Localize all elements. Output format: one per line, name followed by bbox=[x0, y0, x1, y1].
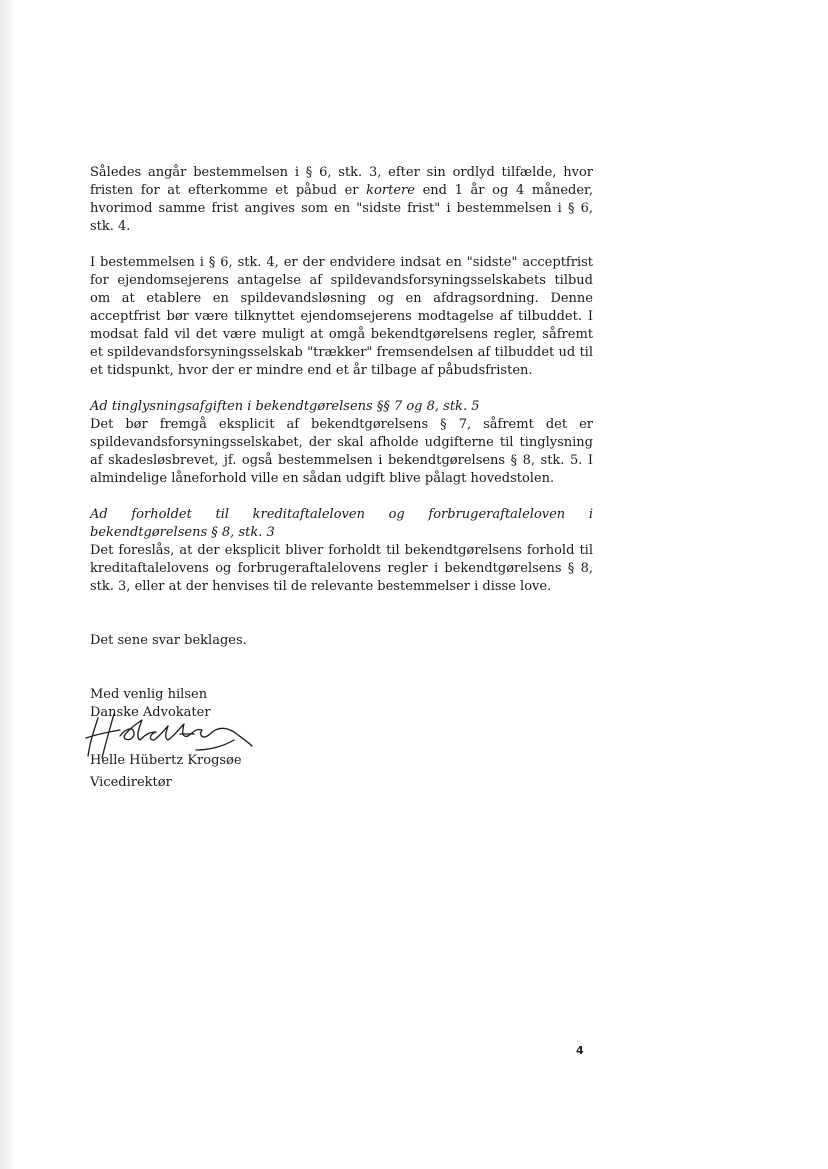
signer-name: Helle Hübertz Krogsøe bbox=[90, 753, 242, 768]
closing-greeting: Med venlig hilsen bbox=[90, 687, 208, 702]
paragraph-registration-fee: Det bør fremgå eksplicit af bekendtgørelsens § 7, såfremt det er spildevandsforsyningsselskabet, der skal afholde udgifterne til tinglysning af skadesløsbrevet, jf. også bestemmelsen i bekendtgørelsens § 8, stk. 5. I almindelige låneforhold ville en sådan udgift blive pålagt hovedstolen. bbox=[90, 417, 593, 486]
paragraph-acceptance-deadline: I bestemmelsen i § 6, stk. 4, er der endvidere indsat en "sidste" acceptfrist for ejendomsejerens antagelse af spildevandsforsyningsselskabets tilbud om at etablere en spildevandsløsning og en afdragsordning. Denne acceptfrist bør være tilknyttet ejendomsejerens modtagelse af tilbuddet. I modsat fald vil det være muligt at omgå bekendtgørelsens regler, såfremt et spildevandsforsyningsselskab "trækker" fremsendelsen af tilbuddet ud til et tidspunkt, hvor der er mindre end et år tilbage af påbudsfristen. bbox=[90, 255, 593, 378]
closing-block bbox=[90, 686, 593, 792]
paragraph-text: Således angår bestemmelsen i § 6, stk. 3, efter sin ordlyd tilfælde, hvor fristen for at efterkomme et påbud er bbox=[90, 165, 593, 198]
signer-title: Vicedirektør bbox=[90, 775, 172, 790]
section-heading-credit-agreement: Ad forholdet til kreditaftaleloven og forbrugeraftaleloven i bekendtgørelsens § 8, stk. 3 bbox=[90, 507, 593, 540]
paragraph-apology: Det sene svar beklages. bbox=[90, 633, 247, 648]
paragraph-deadline-provisions bbox=[90, 164, 593, 236]
paragraph-credit-agreement: Det foreslås, at der eksplicit bliver forholdt til bekendtgørelsens forhold til kreditaftalelovens og forbrugeraftalelovens regler i bekendtgørelsens § 8, stk. 3, eller at der henvises til de relevante bestemmelser i disse love. bbox=[90, 543, 593, 594]
section-heading-registration-fee: Ad tinglysningsafgiften i bekendtgørelsens §§ 7 og 8, stk. 5 bbox=[90, 399, 480, 414]
scan-edge-shadow bbox=[0, 0, 16, 1169]
closing-organization: Danske Advokater bbox=[90, 705, 211, 720]
letter-body bbox=[90, 164, 593, 792]
signature-block bbox=[90, 722, 593, 774]
paragraph-text: end 1 år og 4 måneder, hvorimod samme frist angives som en "sidste frist" i bestemmelsen i § 6, stk. 4. bbox=[90, 183, 593, 234]
emphasis-text: kortere bbox=[366, 183, 415, 198]
page-number: 4 bbox=[576, 1044, 584, 1057]
